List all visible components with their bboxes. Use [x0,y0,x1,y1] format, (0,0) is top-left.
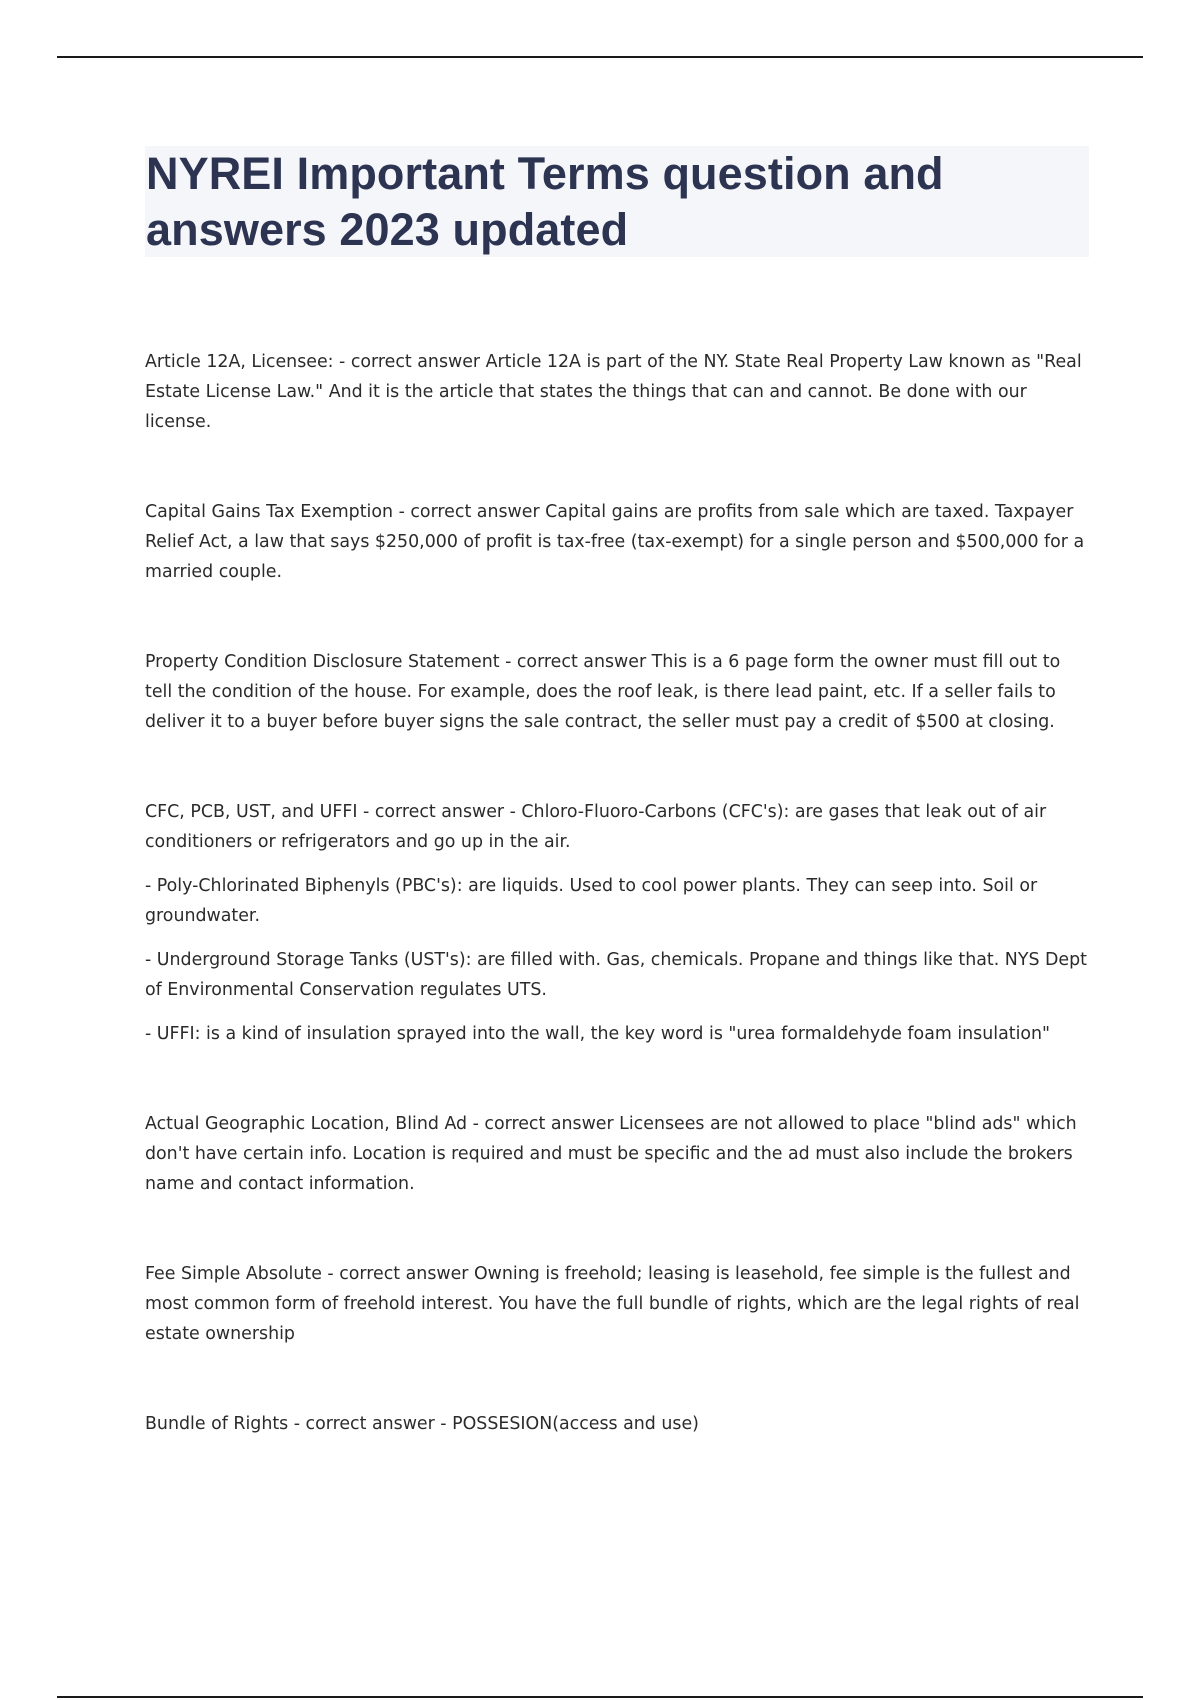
term-entry-cfc-pcb-ust-uffi [145,797,1089,1049]
subpoint-text: - Underground Storage Tanks (UST's): are filled with. Gas, chemicals. Propane and things like that. NYS Dept of Environmental Conservation regulates UTS. [145,950,1087,1000]
term-entry-fee-simple [145,1259,1089,1349]
term-entry-bundle-of-rights [145,1409,1089,1439]
subpoint-text: - Poly-Chlorinated Biphenyls (PBC's): are liquids. Used to cool power plants. They can seep into. Soil or groundwater. [145,876,1038,926]
entry-text: CFC, PCB, UST, and UFFI - correct answer - Chloro-Fluoro-Carbons (CFC's): are gases that leak out of air conditioners or refrigerators and go up in the air. [145,802,1047,852]
entry-text: Bundle of Rights - correct answer - POSSESION(access and use) [145,1414,699,1434]
entry-text: Property Condition Disclosure Statement - correct answer This is a 6 page form the owner must fill out to tell the condition of the house. For example, does the roof leak, is there lead paint, etc. If a seller fails to deliver it to a buyer before buyer signs the sale contract, the seller must pay a credit of $500 at closing. [145,652,1061,732]
entry-text: Actual Geographic Location, Blind Ad - correct answer Licensees are not allowed to place "blind ads" which don't have certain info. Location is required and must be specific and the ad must also include the brokers name and contact information. [145,1114,1077,1194]
top-rule [57,56,1143,58]
term-entry-blind-ad [145,1109,1089,1199]
document-body [145,347,1089,1499]
title-banner [145,146,1089,257]
term-entry-article-12a [145,347,1089,437]
bottom-rule [57,1696,1143,1698]
term-entry-property-condition [145,647,1089,737]
entry-text: Capital Gains Tax Exemption - correct answer Capital gains are profits from sale which are taxed. Taxpayer Relief Act, a law that says $250,000 of profit is tax-free (tax-exempt) for a single person and $500,000 for a married couple. [145,502,1085,582]
term-entry-capital-gains [145,497,1089,587]
entry-text: Fee Simple Absolute - correct answer Owning is freehold; leasing is leasehold, fee simple is the fullest and most common form of freehold interest. You have the full bundle of rights, which are the legal rights of real estate ownership [145,1264,1080,1344]
entry-text: Article 12A, Licensee: - correct answer Article 12A is part of the NY. State Real Property Law known as "Real Estate License Law." And it is the article that states the things that can and cannot. Be done with our license. [145,352,1082,432]
entry-subpoint [145,871,1089,931]
subpoint-text: - UFFI: is a kind of insulation sprayed into the wall, the key word is "urea formaldehyde foam insulation" [145,1024,1051,1044]
entry-subpoint [145,1019,1089,1049]
entry-subpoint [145,945,1089,1005]
page-title: NYREI Important Terms question and answers 2023 updated [146,148,944,255]
